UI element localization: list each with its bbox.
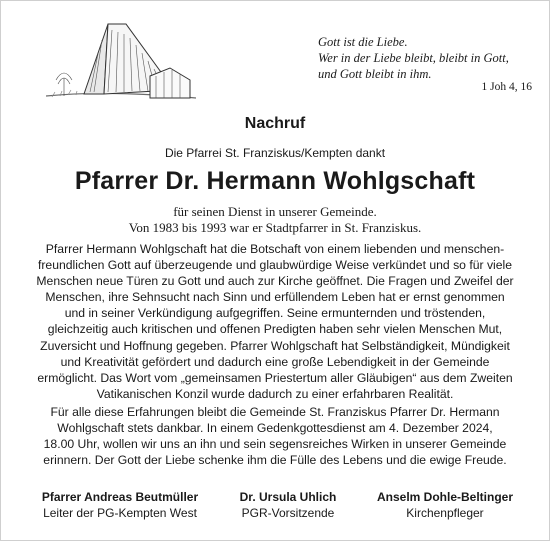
text-line: Menschen, ihre Sehnsucht nach Sinn und erfüllendem Leben hat er ernst genommen: [45, 290, 505, 305]
signatory: [360, 489, 530, 521]
paragraph-tribute: [12, 241, 538, 402]
signatory-name: Anselm Dohle-Beltinger: [376, 490, 514, 504]
text-line: freundlichen Gott auf überzeugende und glaubwürdige Weise verkündet und so für viele: [37, 258, 513, 273]
intro-line: Die Pfarrei St. Franziskus/Kempten dankt: [164, 146, 386, 160]
heading: Nachruf: [244, 115, 306, 132]
signatory-role: Leiter der PG-Kempten West: [43, 506, 197, 520]
thanks-line: für seinen Dienst in unserer Gemeinde.: [173, 204, 377, 219]
text-line: ermöglicht. Das Wort vom „gemeinsamen Priestertum aller Gläubigen“ aus dem Zweiten: [37, 370, 513, 385]
thanks-block: [0, 204, 550, 236]
deceased-name: Pfarrer Dr. Hermann Wohlgschaft: [74, 167, 476, 195]
signatory-role: PGR-Vorsitzende: [241, 506, 335, 520]
text-line: Vatikanischen Konzil wurde dadurch zu einer erfahrbaren Realität.: [96, 386, 454, 401]
text-line: Wohlgschaft stets dankbar. In einem Gedenkgottesdienst am 4. Dezember 2024,: [57, 421, 493, 436]
text-line: Pfarrer Hermann Wohlgschaft hat die Botschaft von einem liebenden und menschen-: [45, 242, 505, 256]
text-line: Menschen neue Türen zu Gott und auch zur Kirche geöffnet. Die Fragen und Zweifel der: [36, 274, 514, 289]
church-icon: [46, 20, 196, 106]
text-line: und in seiner Verkündigung aufgegriffen. Seine ermunternden und tröstenden,: [64, 306, 486, 321]
paragraph-memorial: [12, 404, 538, 468]
text-line: Für alle diese Erfahrungen bleibt die Gemeinde St. Franziskus Pfarrer Dr. Hermann: [50, 405, 500, 419]
text-line: gleichzeitig auch kritischen und offenen Predigten haben sehr vielen Menschen Mut,: [47, 322, 503, 337]
text-line: 18.00 Uhr, wollen wir uns an ihn und sein segensreiches Wirken in unserer Gemeinde: [43, 437, 507, 452]
quote-line: Wer in der Liebe bleibt, bleibt in Gott,: [318, 51, 509, 65]
signatory-name: Pfarrer Andreas Beutmüller: [41, 490, 199, 504]
quote-line: und Gott bleibt in ihm.: [318, 67, 432, 81]
signatory: [218, 489, 358, 521]
quote-line: Gott ist die Liebe.: [318, 35, 408, 49]
text-line: erinnern. Der Gott der Liebe schenke ihm die Fülle des Lebens und die ewige Freude.: [43, 453, 507, 468]
signatory-name: Dr. Ursula Uhlich: [239, 490, 337, 504]
text-line: Zuversicht und Hoffnung gegeben. Pfarrer Wohlgschaft hat Selbständigkeit, Mündigkeit: [40, 338, 510, 353]
signatory-role: Kirchenpfleger: [406, 506, 484, 520]
thanks-line: Von 1983 bis 1993 war er Stadtpfarrer in St. Franziskus.: [128, 220, 422, 235]
quote-reference: 1 Joh 4, 16: [481, 81, 532, 93]
bible-quote: [318, 34, 540, 82]
text-line: und Kreativität gefördert und dadurch eine große Lebendigkeit in der Gemeinde: [60, 354, 490, 369]
signatory: [20, 489, 220, 521]
